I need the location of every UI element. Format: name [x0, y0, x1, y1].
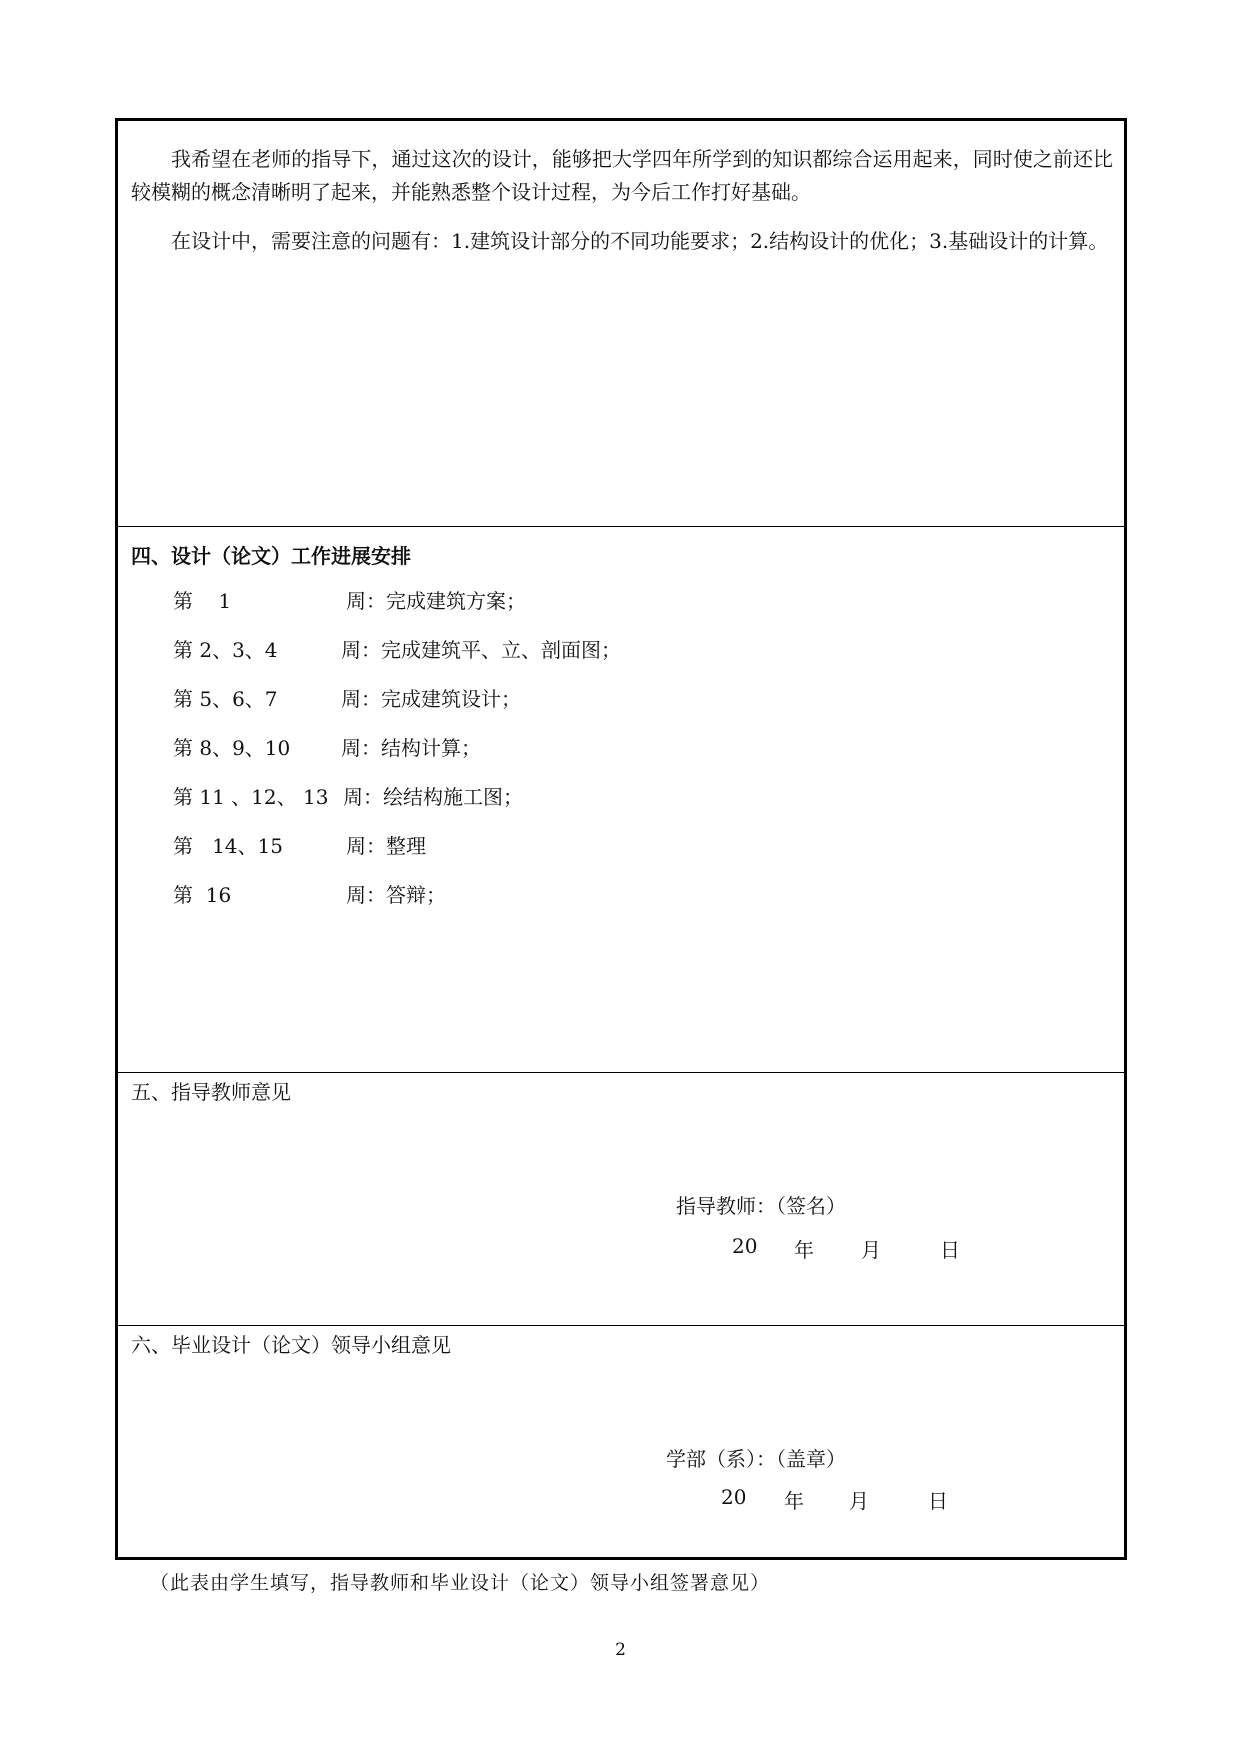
schedule-task: 周：完成建筑平、立、剖面图； — [341, 638, 621, 662]
schedule-week: 第 11 、12、 13 — [173, 785, 329, 809]
leadership-date-day: 日 — [928, 1489, 948, 1513]
leadership-date-year: 年 — [784, 1489, 804, 1513]
schedule-week: 第 1 — [173, 589, 232, 613]
advisor-date-month: 月 — [861, 1238, 881, 1262]
schedule-row — [173, 684, 773, 714]
schedule-row — [173, 635, 773, 665]
leadership-opinion-heading: 六、毕业设计（论文）领导小组意见 — [131, 1333, 451, 1357]
plan-paragraph-2: 在设计中，需要注意的问题有：1.建筑设计部分的不同功能要求；2.结构设计的优化；3.基础设计的计算。 — [171, 229, 1109, 253]
schedule-row — [173, 733, 773, 763]
advisor-opinion-section — [118, 1072, 1124, 1326]
schedule-week: 第 5、6、7 — [173, 687, 278, 711]
leadership-date-month: 月 — [849, 1489, 869, 1513]
schedule-task: 周：答辩； — [346, 883, 446, 907]
form-frame — [115, 118, 1127, 1560]
advisor-date-year-prefix: 20 — [732, 1234, 758, 1258]
page-number: 2 — [615, 1640, 626, 1660]
schedule-week: 第 2、3、4 — [173, 638, 278, 662]
plan-paragraph-1: 我希望在老师的指导下，通过这次的设计，能够把大学四年所学到的知识都综合运用起来，同时使之前还比较模糊的概念清晰明了起来，并能熟悉整个设计过程，为今后工作打好基础。 — [131, 147, 1113, 204]
advisor-opinion-heading: 五、指导教师意见 — [131, 1080, 291, 1104]
department-seal-label: 学部（系）：（盖章） — [666, 1447, 846, 1471]
leadership-date-year-prefix: 20 — [721, 1485, 747, 1509]
leadership-opinion-section — [118, 1325, 1124, 1557]
schedule-task: 周：结构计算； — [341, 736, 481, 760]
schedule-task: 周：整理 — [346, 834, 426, 858]
schedule-row — [173, 880, 773, 910]
schedule-heading: 四、设计（论文）工作进展安排 — [131, 544, 411, 568]
schedule-week: 第 14、15 — [173, 834, 283, 858]
schedule-section — [118, 526, 1124, 1073]
schedule-row — [173, 586, 773, 616]
schedule-row — [173, 782, 773, 812]
plan-section — [118, 121, 1124, 527]
schedule-week: 第 8、9、10 — [173, 736, 291, 760]
schedule-task: 周：绘结构施工图； — [343, 785, 523, 809]
schedule-row — [173, 831, 773, 861]
schedule-task: 周：完成建筑设计； — [341, 687, 521, 711]
footer-note: （此表由学生填写，指导教师和毕业设计（论文）领导小组签署意见） — [150, 1572, 771, 1594]
schedule-task: 周：完成建筑方案； — [346, 589, 526, 613]
advisor-date-year: 年 — [794, 1238, 814, 1262]
advisor-date-day: 日 — [940, 1238, 960, 1262]
advisor-signature-label: 指导教师：（签名） — [676, 1194, 846, 1218]
schedule-week: 第 16 — [173, 883, 232, 907]
